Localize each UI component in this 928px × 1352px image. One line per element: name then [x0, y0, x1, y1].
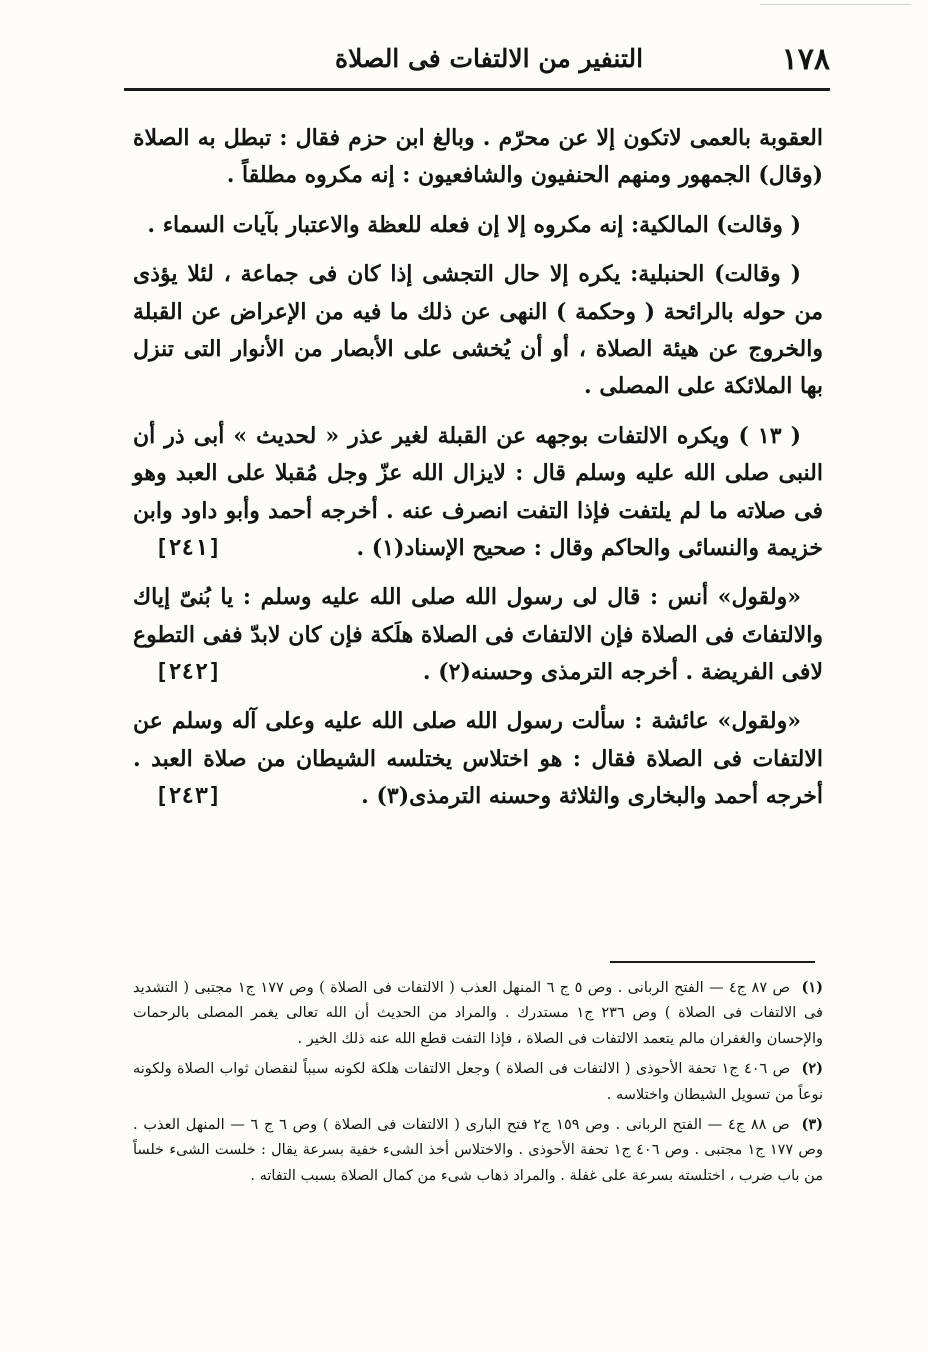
page-header — [120, 42, 830, 84]
main-text — [133, 120, 823, 828]
paragraph-6-text: «ولقول» عائشة : سألت رسول الله صلى الله عليه وعلى آله وسلم عن الالتفات فى الصلاة فقال : هو اختلاس يختلسه الشيطان من صلاة العبد . أخرجه أحمد والبخارى والثلاثة وحسنه الترمذى(٣) . — [133, 708, 823, 810]
footnote-separator — [610, 961, 815, 963]
paragraph-4-text: ( ١٣ ) ويكره الالتفات بوجهه عن القبلة لغير عذر « لحديث » أبى ذر أن النبى صلى الله عليه وسلم قال : لايزال الله عزّ وجل مُقبلا على العبد وهو فى صلاته ما لم يلتفت فإذا التفت انصرف عنه . أخرجه أحمد وأبو داود وابن خزيمة والنسائى والحاكم وقال : صحيح الإسناد(١) . — [133, 422, 823, 561]
paragraph-3: ( وقالت) الحنبلية: يكره إلا حال التجشى إذا كان فى جماعة ، لئلا يؤذى من حوله بالرائحة ( وحكمة ) النهى عن ذلك ما فيه من الإعراض عن القبلة والخروج عن هيئة الصلاة ، أو أن يُخشى على الأبصار من الأنوار التى تنزل بها الملائكة على المصلى . — [133, 261, 823, 400]
footnote-1-text: ص ٨٧ ج٤ — الفتح الربانى . وص ٥ ج ٦ المنهل العذب ( الالتفات فى الصلاة ) وص ١٧٧ ج١ مجتبى ( التشديد فى الالتفات فى الصلاة ) وص ٢٣٦ ج١ مستدرك . والمراد من الحديث أن الله تعالى يغمر المصلى بالرحمات والإحسان والغفران مالم يتعمد الالتفات فى الصلاة ، فإذا التفت قطع الله عنه ذلك الخير . — [133, 980, 823, 1047]
footnote-3-number: (٣) — [801, 1115, 823, 1133]
footnote-1 — [133, 975, 823, 1052]
footnote-3 — [133, 1112, 823, 1189]
paragraph-1: العقوبة بالعمى لاتكون إلا عن محرّم . وبالغ ابن حزم فقال : تبطل به الصلاة (وقال) الجمهور ومنهم الحنفيون والشافعيون : إنه مكروه مطلقاً . — [133, 125, 823, 189]
paragraph-4 — [133, 418, 823, 568]
footnote-1-number: (١) — [801, 979, 823, 996]
hadith-number-243: [٢٤٣] — [155, 784, 222, 810]
footnotes — [133, 975, 823, 1193]
page-number: ١٧٨ — [781, 42, 830, 77]
footnote-2 — [133, 1056, 823, 1108]
scan-mark — [760, 4, 910, 5]
hadith-number-242: [٢٤٢] — [155, 660, 222, 686]
footnote-2-number: (٢) — [801, 1060, 823, 1078]
footnote-3-text: ص ٨٨ ج٤ — الفتح الربانى . وص ١٥٩ ج٢ فتح البارى ( الالتفات فى الصلاة ) وص ٦ ج ٦ — المنهل العذب . وص ١٧٧ ج١ مجتبى . وص ٤٠٦ ج١ تحفة الأحوذى . والاختلاس أخذ الشىء خفية بسرعة يقال : خلست الشىء خلساً من باب ضرب ، اختلسته بسرعة على غفلة . والمراد ذهاب شىء من كمال الصلاة بسبب التفاته . — [133, 1116, 823, 1184]
paragraph-5 — [133, 579, 823, 691]
header-rule — [124, 88, 830, 91]
footnote-2-text: ص ٤٠٦ ج١ تحفة الأحوذى ( الالتفات فى الصلاة ) وجعل الالتفات هلكة لكونه سبباً لنقصان ثواب الصلاة ولكونه نوعاً من تسويل الشيطان واختلاسه . — [133, 1061, 823, 1103]
hadith-number-241: [٢٤١] — [155, 535, 222, 561]
running-title: التنفير من الالتفات فى الصلاة — [335, 44, 644, 73]
paragraph-5-text: «ولقول» أنس : قال لى رسول الله صلى الله عليه وسلم : يا بُنىّ إياك والالتفاتَ فى الصلاة فإن الالتفاتَ فى الصلاة هلَكة فإن كان لابدّ ففى التطوع لافى الفريضة . أخرجه الترمذى وحسنه(٢) . — [133, 584, 823, 686]
paragraph-2: ( وقالت) المالكية: إنه مكروه إلا إن فعله للعظة والاعتبار بآيات السماء . — [147, 211, 801, 238]
paragraph-6 — [133, 703, 823, 815]
